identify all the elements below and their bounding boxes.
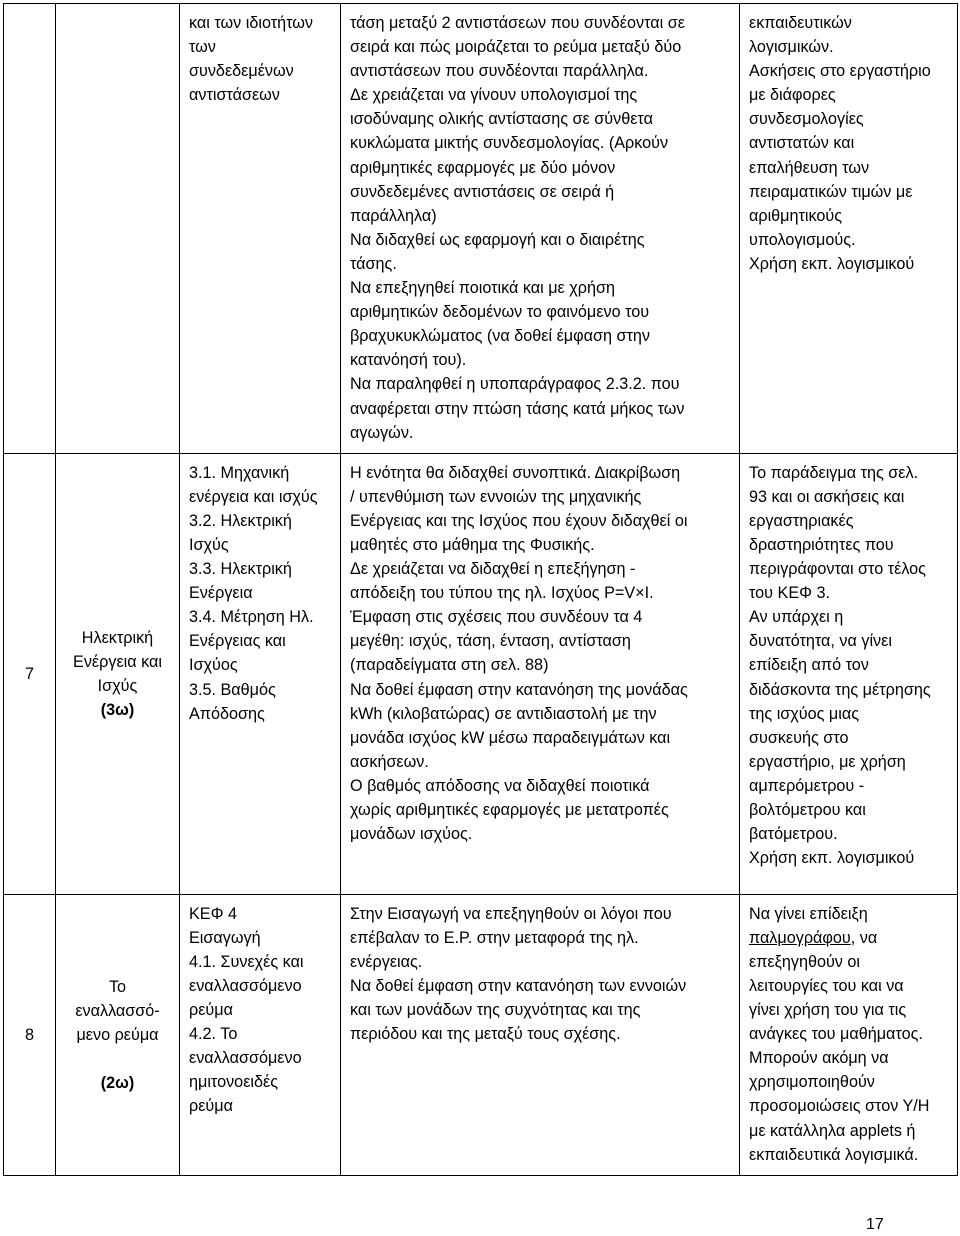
activity-line: επίδειξη από τον [749,656,869,675]
activity-line: προσομοιώσεις στον Υ/Η [749,1097,930,1116]
activity-line [749,902,948,926]
topic-line: ενέργεια και ισχύς [189,487,318,506]
guidance-line: αναφέρεται στην πτώση τάσης κατά μήκος των [350,399,685,418]
page-number: 17 [866,1216,884,1233]
guidance-line: βραχυκυκλώματος (να δοθεί έμφαση στην [350,327,650,346]
guidance-line: σειρά και πώς μοιράζεται το ρεύμα μεταξύ δύο [350,38,682,57]
topic-line: 3.3. Ηλεκτρική [189,560,292,579]
activity-line: του ΚΕΦ 3. [749,584,831,603]
unit-title-line: Ισχύς [97,676,138,695]
topic-line: εναλλασσόμενο [189,1049,302,1068]
topic-line: των [189,38,216,57]
topic-line: 3.4. Μέτρηση Ηλ. [189,608,314,627]
guidance-line: Να δοθεί έμφαση στην κατανόηση της μονάδας [350,680,688,699]
guidance-cell [341,453,740,894]
guidance-line: αγωγών. [350,423,414,442]
activity-line: εκπαιδευτικά λογισμικά. [749,1145,919,1164]
activity-line: συνδεσμολογίες [749,110,864,129]
activity-line: Αν υπάρχει η [749,608,844,627]
activities-cell [740,453,958,894]
unit-title-line: Ενέργεια και [73,652,162,671]
activity-line: διδάσκοντα της μέτρησης [749,680,931,699]
unit-title-line: Ηλεκτρική [81,628,154,647]
topic-line: 3.5. Βαθμός [189,680,276,699]
unit-hours: (3ω) [100,700,135,719]
activity-line: λογισμικών. [749,38,834,57]
topic-line: ρεύμα [189,1001,233,1020]
activity-line [749,926,948,950]
activity-line: συσκευής στο [749,728,849,747]
guidance-line: Η ενότητα θα διδαχθεί συνοπτικά. Διακρίβωση [350,463,681,482]
activity-line: δραστηριότητες που [749,535,894,554]
activity-line: εργαστήριο, με χρήση [749,752,906,771]
activity-line: Μπορούν ακόμη να [749,1049,889,1068]
activity-line: με κατάλληλα applets ή [749,1121,916,1140]
guidance-line: Έμφαση στις σχέσεις που συνδέουν τα 4 [350,608,643,627]
guidance-line: Ο βαθμός απόδοσης να διδαχθεί ποιοτικά [350,776,650,795]
unit-hours: (2ω) [100,1073,135,1092]
topic-line: Εισαγωγή [189,928,261,947]
activity-line: πειραματικών τιμών με [749,182,913,201]
guidance-line: μονάδων ισχύος. [350,825,473,844]
activities-cell [740,894,958,1175]
activity-text: , να [850,928,878,947]
guidance-line: ασκήσεων. [350,752,429,771]
activity-line: λειτουργίες του και να [749,976,904,995]
topics-cell [180,453,341,894]
activity-line: με διάφορες [749,86,836,105]
activity-line: δυνατότητα, να γίνει [749,632,892,651]
guidance-line: Να επεξηγηθεί ποιοτικά και με χρήση [350,279,615,298]
activity-line: Χρήση εκπ. λογισμικού [749,849,915,868]
activity-line: αμπερόμετρου - [749,776,865,795]
guidance-line: αριθμητικών δεδομένων το φαινόμενο του [350,303,650,322]
activity-line: επαλήθευση των [749,158,870,177]
guidance-line: αντιστάσεων που συνδέονται παράλληλα. [350,62,649,81]
activity-line: ανάγκες του μαθήματος. [749,1025,923,1044]
row-number-cell [4,4,56,454]
guidance-line: ενέργειας. [350,952,423,971]
topic-line: εναλλασσόμενο [189,976,302,995]
guidance-line: συνδεδεμένες αντιστάσεις σε σειρά ή [350,182,615,201]
topic-line: Ισχύς [189,535,229,554]
row-number-cell: 8 [4,894,56,1175]
table-row [4,453,958,894]
guidance-line: (παραδείγματα στη σελ. 88) [350,656,549,675]
activity-line: περιγράφονται στο τέλος [749,560,926,579]
topics-cell [180,4,341,454]
topic-line: ρεύμα [189,1097,233,1116]
guidance-line: επέβαλαν το Ε.Ρ. στην μεταφορά της ηλ. [350,928,639,947]
unit-cell [56,453,180,894]
guidance-line: κατανόησή του). [350,351,467,370]
activity-line: βολτόμετρου και [749,801,866,819]
topic-line: και των ιδιοτήτων [189,14,314,32]
activity-line: αντιστατών και [749,134,855,153]
unit-cell [56,4,180,454]
activities-cell [740,4,958,454]
unit-cell [56,894,180,1175]
guidance-cell [341,4,740,454]
guidance-line: ισοδύναμης ολικής αντίστασης σε σύνθετα [350,110,653,129]
guidance-line: Δε χρειάζεται να γίνουν υπολογισμοί της [350,86,638,105]
activity-line: υπολογισμούς. [749,230,856,249]
topic-line: 4.2. Το [189,1025,238,1044]
activity-line: Το παράδειγμα της σελ. [749,463,919,482]
table-row [4,4,958,454]
topic-line: 3.2. Ηλεκτρική [189,511,292,530]
guidance-line: περιόδου και της μεταξύ τους σχέσης. [350,1025,621,1044]
guidance-line: / υπενθύμιση των εννοιών της μηχανικής [350,487,642,506]
guidance-line: αριθμητικές εφαρμογές με δύο μόνον [350,158,616,177]
topics-cell [180,894,341,1175]
activity-line: Χρήση εκπ. λογισμικού [749,254,915,273]
row-number-cell: 7 [4,453,56,894]
unit-title-line: μενο ρεύμα [76,1025,159,1044]
guidance-line: Δε χρειάζεται να διδαχθεί η επεξήγηση - [350,560,636,579]
activity-line: βατόμετρου. [749,825,838,844]
activity-line: γίνει χρήση του για τις [749,1001,907,1020]
curriculum-table [3,3,958,1176]
guidance-line: τάση μεταξύ 2 αντιστάσεων που συνδέονται σε [350,14,685,32]
topic-line: ημιτονοειδές [189,1073,279,1092]
activity-line: επεξηγηθούν οι [749,952,860,971]
guidance-line: Να δοθεί έμφαση στην κατανόηση των εννοιών [350,976,687,995]
topic-line: Ισχύος [189,656,238,675]
topic-line: αντιστάσεων [189,86,280,105]
guidance-line: μαθητές στο μάθημα της Φυσικής. [350,535,595,554]
topic-line: ΚΕΦ 4 [189,904,238,923]
guidance-line: Να διδαχθεί ως εφαρμογή και ο διαιρέτης [350,230,645,249]
activity-line: της ισχύος μιας [749,704,860,723]
guidance-line: μεγέθη: ισχύς, τάση, ένταση, αντίσταση [350,632,631,651]
unit-title-line: Το [108,977,127,996]
guidance-line: απόδειξη του τύπου της ηλ. Ισχύος P=V×I. [350,584,654,603]
activity-line: 93 και οι ασκήσεις και [749,487,905,506]
topic-line: Ενέργεια [189,584,253,603]
unit-title-line: εναλλασσό- [75,1001,160,1020]
guidance-line: κυκλώματα μικτής συνδεσμολογίας. (Αρκούν [350,134,669,153]
spacer [62,1047,173,1071]
guidance-cell [341,894,740,1175]
topic-line: συνδεδεμένων [189,62,294,81]
topic-line: 3.1. Μηχανική [189,463,290,482]
activity-text: Να γίνει επίδειξη [749,904,868,923]
guidance-line: και των μονάδων της συχνότητας και της [350,1001,641,1020]
activity-line: εκπαιδευτικών [749,14,852,32]
guidance-line: μονάδα ισχύος kW μέσω παραδειγμάτων και [350,728,671,747]
topic-line: 4.1. Συνεχές και [189,952,304,971]
activity-line: Ασκήσεις στο εργαστήριο [749,62,931,81]
guidance-line: Ενέργειας και της Ισχύος που έχουν διδαχθεί οι [350,511,688,530]
topic-line: Απόδοσης [189,704,265,723]
guidance-line: kWh (κιλοβατώρας) σε αντιδιαστολή με την [350,704,657,723]
guidance-line: χωρίς αριθμητικές εφαρμογές με μετατροπές [350,801,669,819]
oscilloscope-term: παλμογράφου [749,928,851,947]
table-row [4,894,958,1175]
guidance-line: Να παραληφθεί η υποπαράγραφος 2.3.2. που [350,375,680,394]
activity-line: αριθμητικούς [749,206,843,225]
activity-line: εργαστηριακές [749,511,854,530]
guidance-line: παράλληλα) [350,206,437,225]
guidance-line: τάσης. [350,254,397,273]
topic-line: Ενέργειας και [189,632,286,651]
activity-line: χρησιμοποιηθούν [749,1073,875,1092]
guidance-line: Στην Εισαγωγή να επεξηγηθούν οι λόγοι που [350,904,672,923]
